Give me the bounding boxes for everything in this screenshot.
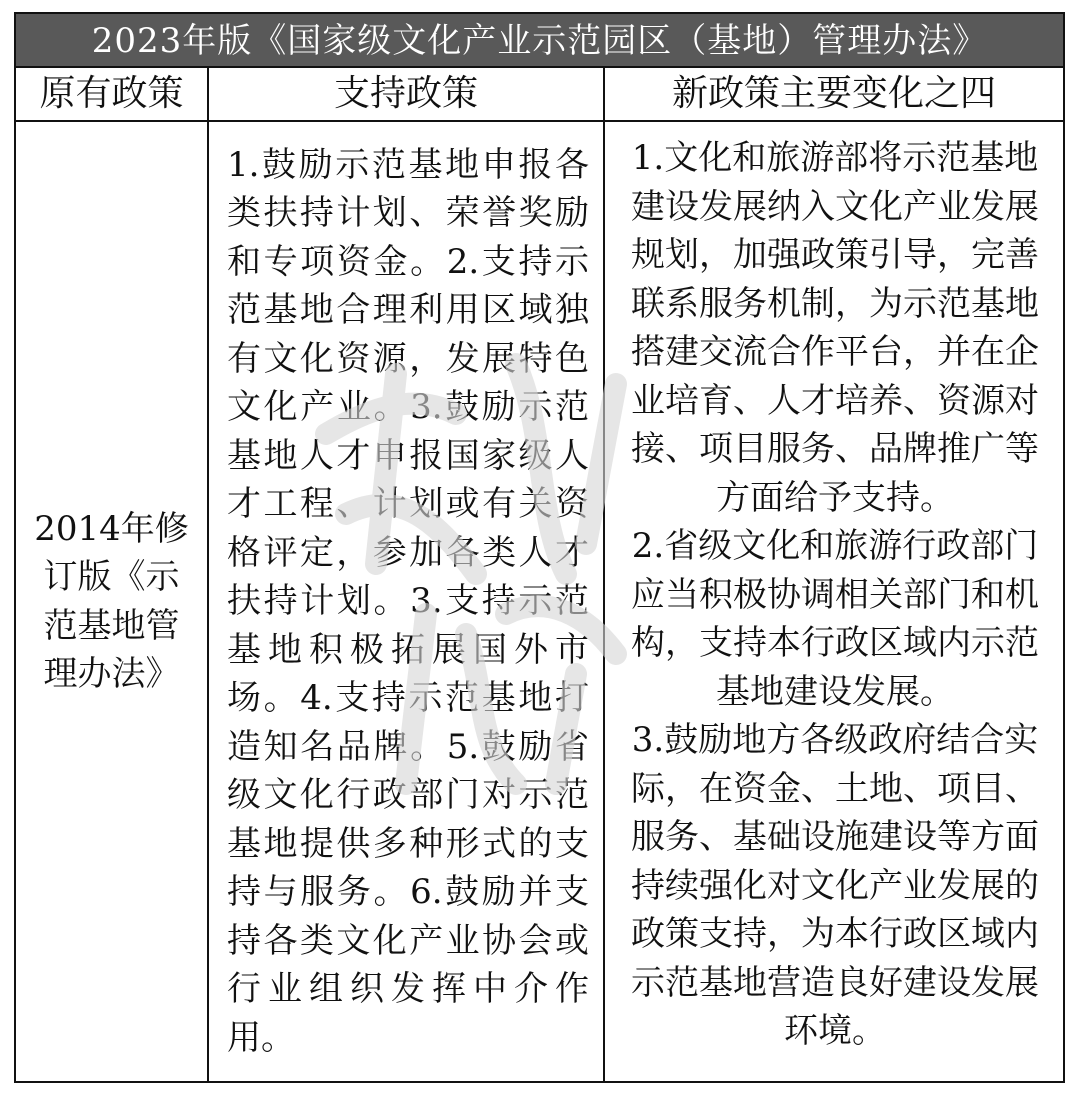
original-policy-cell — [16, 122, 207, 1081]
header-original-policy: 原有政策 — [39, 73, 184, 114]
change-item-3: 3.鼓励地方各级政府结合实际，在资金、土地、项目、服务、基础设施建设等方面持续强化对文化产业发展的政策支持，为本行政区域内示范基地营造良好建设发展环境。 — [631, 720, 1039, 1051]
header-policy-changes: 新政策主要变化之四 — [603, 68, 1063, 120]
support-policy-text: 1.鼓励示范基地申报各类扶持计划、荣誉奖励和专项资金。2.支持示范基地合理利用区域独有文化资源，发展特色文化产业。3.鼓励示范基地人才申报国家级人才工程、计划或有关资格评定，参加各类人才扶持计划。3.支持示范基地积极拓展国外市场。4.支持示范基地打造知名品牌。5.鼓励省级文化行政部门对示范基地提供多种形式的支持与服务。6.鼓励并支持各类文化产业协会或行业组织发挥中介作用。 — [227, 144, 589, 1058]
original-policy-text: 2014年修订版《示范基地管理办法》 — [34, 508, 189, 694]
change-item-1: 1.文化和旅游部将示范基地建设发展纳入文化产业发展规划，加强政策引导，完善联系服务机制，为示范基地搭建交流合作平台，并在企业培育、人才培养、资源对接、项目服务、品牌推广等方面给予支持。 — [631, 138, 1039, 518]
table-header-row — [16, 68, 1063, 122]
policy-changes-cell — [603, 122, 1063, 1081]
support-policy-cell — [207, 122, 603, 1081]
table-title: 2023年版《国家级文化产业示范园区（基地）管理办法》 — [16, 14, 1063, 68]
change-item-2: 2.省级文化和旅游行政部门应当积极协调相关部门和机构，支持本行政区域内示范基地建设发展。 — [631, 526, 1039, 712]
header-support-policy: 支持政策 — [207, 68, 603, 120]
policy-table — [14, 12, 1065, 1083]
table-row — [16, 122, 1063, 1081]
